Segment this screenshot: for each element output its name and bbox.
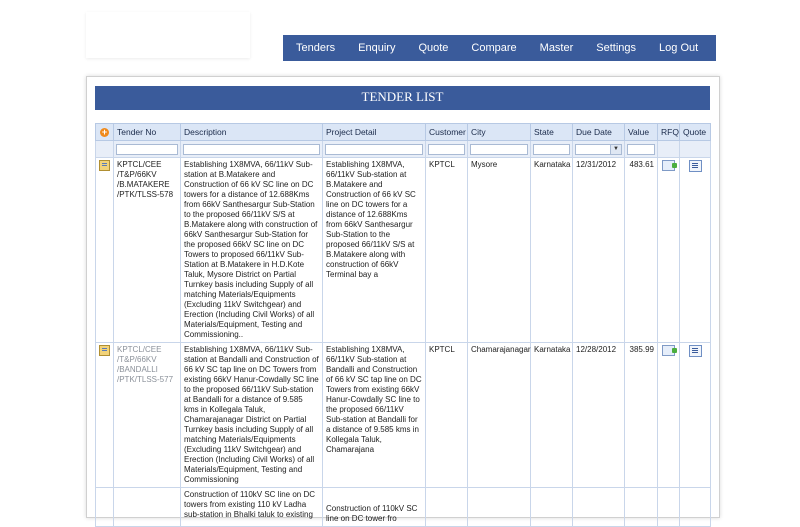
col-value[interactable]: Value <box>625 124 658 141</box>
filter-city-input[interactable] <box>470 144 528 155</box>
filter-customer-input[interactable] <box>428 144 465 155</box>
cell-tender-no[interactable]: KPTCL/CEE /T&P/66KV /BANDALLI /PTK/TLSS-577 <box>114 343 181 488</box>
rfq-icon[interactable] <box>662 345 675 356</box>
cell-rfq[interactable] <box>658 343 680 488</box>
filter-value-input[interactable] <box>627 144 655 155</box>
nav-compare[interactable]: Compare <box>471 42 517 54</box>
cell-due-date: 12/31/2012 <box>573 158 625 343</box>
document-icon[interactable] <box>99 345 110 356</box>
row-select-cell[interactable] <box>96 158 114 343</box>
filter-cell <box>181 141 323 158</box>
cell-state: Karnataka <box>531 158 573 343</box>
cell-project-detail: Establishing 1X8MVA, 66/11kV Sub-station at Bandalli and Construction of 66 kV SC tap line on DC Towers from existing 66kV Hanur-Cowdally SC line to the proposed 66/11kV Sub-station at Bandalli for a distance of 9.585 kms in Kollegala Taluk, Chamarajana <box>323 343 426 488</box>
document-icon[interactable] <box>99 160 110 171</box>
cell-quote[interactable] <box>680 158 711 343</box>
tender-table <box>95 123 711 527</box>
col-quote[interactable]: Quote <box>680 124 711 141</box>
cell-state: Karnataka <box>531 343 573 488</box>
cell-value <box>625 488 658 527</box>
cell-customer: KPTCL <box>426 343 468 488</box>
nav-settings[interactable]: Settings <box>596 42 637 54</box>
cell-quote[interactable] <box>680 343 711 488</box>
rfq-icon[interactable] <box>662 160 675 171</box>
filter-cell <box>114 141 181 158</box>
filter-cell-blank <box>658 141 680 158</box>
nav-quote[interactable]: Quote <box>418 42 449 54</box>
nav-enquiry[interactable]: Enquiry <box>358 42 396 54</box>
cell-project-detail: Construction of 110kV SC line on DC tower fro <box>323 488 426 527</box>
chevron-down-icon[interactable]: ▼ <box>610 145 621 154</box>
filter-cell <box>468 141 531 158</box>
filter-cell <box>426 141 468 158</box>
cell-description: Establishing 1X8MVA, 66/11kV Sub-station at B.Matakere and Construction of 66 kV SC line on DC towers for a distance of 12.688Kms from 66kV Santhesargur Sub-Station to the proposed 66/11kV S/S at B.Matakere along with construction of 66kV Santhesargur Sub-Station for the proposed 66kV SC line on DC Towers to proposed 66/11kV Sub-Station at B.Matakere in H.D.Kote Taluk, Mysore District on Partial Turnkey basis including Supply of all matching Materials/Equipments (Excluding 11kV Switchgear) and Erection (Including Civil Works) of all Materials/Equipment, Testing and Commissioning.. <box>181 158 323 343</box>
filter-due-date-select[interactable] <box>575 144 622 155</box>
col-rfq[interactable]: RFQ <box>658 124 680 141</box>
cell-project-detail: Establishing 1X8MVA, 66/11kV Sub-station at B.Matakere and Construction of 66 kV SC line on DC towers for a distance of 12.688Kms from 66kV Santhesargur Sub-Station to the proposed 66/11kV S/S at B.Matakere along with construction of 66kV Terminal bay a <box>323 158 426 343</box>
cell-value: 385.99 <box>625 343 658 488</box>
col-due-date[interactable]: Due Date <box>573 124 625 141</box>
filter-tender-no-input[interactable] <box>116 144 178 155</box>
col-city[interactable]: City <box>468 124 531 141</box>
cell-rfq[interactable] <box>658 158 680 343</box>
filter-row <box>96 141 711 158</box>
cell-description: Establishing 1X8MVA, 66/11kV Sub-station at Bandalli and Construction of 66 kV SC tap line on DC Towers from existing 66kV Hanur-Cowdally SC line to the proposed 66/11kV Sub-station at Bandalli for a distance of 9.585 kms in Kollegala Taluk, Chamarajanagar District on Partial Turnkey basis including Supply of all matching Materials/Equipments (Excluding 11kV Switchgear) and Erection (Including Civil Works) of all Materials/Equipment, Testing and Commissioning <box>181 343 323 488</box>
col-project-detail[interactable]: Project Detail <box>323 124 426 141</box>
filter-cell-blank <box>96 141 114 158</box>
table-row[interactable] <box>96 488 711 527</box>
cell-tender-no[interactable]: KPTCL/CEE /T&P/66KV /B.MATAKERE /PTK/TLSS-578 <box>114 158 181 343</box>
cell-city <box>468 488 531 527</box>
col-description[interactable]: Description <box>181 124 323 141</box>
filter-cell <box>625 141 658 158</box>
quote-icon[interactable] <box>689 345 702 357</box>
cell-due-date <box>573 488 625 527</box>
filter-cell <box>573 141 625 158</box>
table-row[interactable] <box>96 343 711 488</box>
col-tender-no[interactable]: Tender No <box>114 124 181 141</box>
cell-quote[interactable] <box>680 488 711 527</box>
tender-list-panel <box>86 76 720 523</box>
cell-state <box>531 488 573 527</box>
row-select-cell[interactable] <box>96 488 114 527</box>
filter-project-detail-input[interactable] <box>325 144 423 155</box>
quote-icon[interactable] <box>689 160 702 172</box>
nav-master[interactable]: Master <box>539 42 574 54</box>
filter-cell <box>323 141 426 158</box>
cell-rfq[interactable] <box>658 488 680 527</box>
filter-cell <box>531 141 573 158</box>
cell-description: Construction of 110kV SC line on DC towers from existing 110 kV Ladha sub-station in Bhalki taluk to existing <box>181 488 323 527</box>
cell-value: 483.61 <box>625 158 658 343</box>
filter-state-input[interactable] <box>533 144 570 155</box>
cell-tender-no[interactable] <box>114 488 181 527</box>
cell-city: Mysore <box>468 158 531 343</box>
filter-cell-blank <box>680 141 711 158</box>
logo-area <box>86 12 250 58</box>
nav-logout[interactable]: Log Out <box>659 42 699 54</box>
main-navbar <box>283 35 716 61</box>
page-title: TENDER LIST <box>95 86 710 110</box>
cell-due-date: 12/28/2012 <box>573 343 625 488</box>
col-state[interactable]: State <box>531 124 573 141</box>
row-select-cell[interactable] <box>96 343 114 488</box>
add-column-header[interactable] <box>96 124 114 141</box>
filter-description-input[interactable] <box>183 144 320 155</box>
cell-city: Chamarajanagar <box>468 343 531 488</box>
nav-tenders[interactable]: Tenders <box>296 42 336 54</box>
add-icon[interactable]: + <box>101 127 108 137</box>
col-customer[interactable]: Customer <box>426 124 468 141</box>
cell-customer: KPTCL <box>426 158 468 343</box>
cell-customer <box>426 488 468 527</box>
table-header-row <box>96 124 711 141</box>
table-row[interactable] <box>96 158 711 343</box>
